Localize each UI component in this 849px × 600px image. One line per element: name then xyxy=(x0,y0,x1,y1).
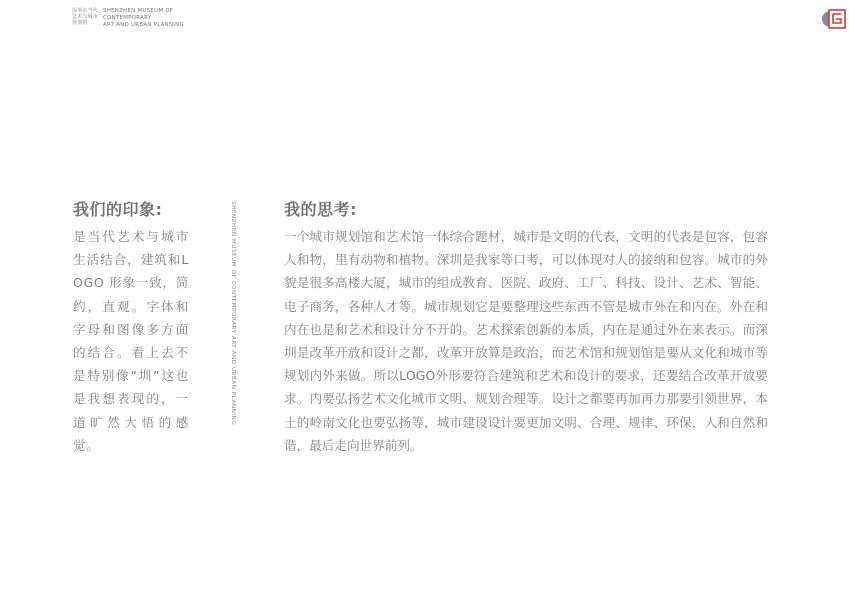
thinking-title: 我的思考: xyxy=(284,200,357,219)
logo-english-name xyxy=(103,8,184,28)
impression-title: 我们的印象: xyxy=(73,200,163,219)
logo-chinese-name xyxy=(72,8,102,26)
logo-en-line: ART AND URBAN PLANNING xyxy=(103,21,184,28)
impression-section xyxy=(73,197,189,457)
museum-logo xyxy=(72,8,184,28)
thinking-section xyxy=(284,197,768,457)
logo-en-line: CONTEMPORARY xyxy=(103,14,152,21)
thinking-body: 一个城市规划馆和艺术馆一体综合题材，城市是文明的代表，文明的代表是包容，包容人和物，里有动物和植物。深圳是我家等口考，可以体现对人的接纳和包容。城市的外貌是很多高楼大厦，城市的组成教育、医院、政府、工厂、科技、设计、艺术、智能、电子商务，各种人才等。城市规划它是要整理这些东西不管是城市外在和内在。外在和内在也是和艺术和设计分不开的。艺术探索创新的本质，内在是通过外在来表示。而深圳是改革开放和设计之都，改革开放算是政治，而艺术馆和规划馆是要从文化和城市等规划内外来做。所以LOGO外形要符合建筑和艺术和设计的要求，还要结合改革开放要求。内要弘扬艺术文化城市文明、规划合理等。设计之都要再加再力那要引领世界，本土的岭南文化也要弘扬等，城市建设设计要更加文明、合理、规律、环保，人和自然和谐，最后走向世界前列。 xyxy=(284,229,768,453)
logo-cn-line: 深圳市当代 xyxy=(72,8,99,14)
museum-logo-mark-icon xyxy=(821,8,847,30)
vertical-museum-label: SHENZHEN MUSEUM OF CONTEMPORARY ART AND URBAN PLANNING xyxy=(230,201,236,426)
logo-cn-line: 艺术与城市 xyxy=(72,14,99,20)
impression-body: 是当代艺术与城市生活结合，建筑和LOGO 形象一致，简约，直观。字体和字母和图像多方面的结合。看上去不是特别像“圳”这也是我想表现的，一道旷然大悟的感觉。 xyxy=(73,229,189,453)
logo-cn-line: 规划馆 xyxy=(72,20,88,26)
logo-en-line: SHENZHEN MUSEUM OF xyxy=(103,8,174,14)
